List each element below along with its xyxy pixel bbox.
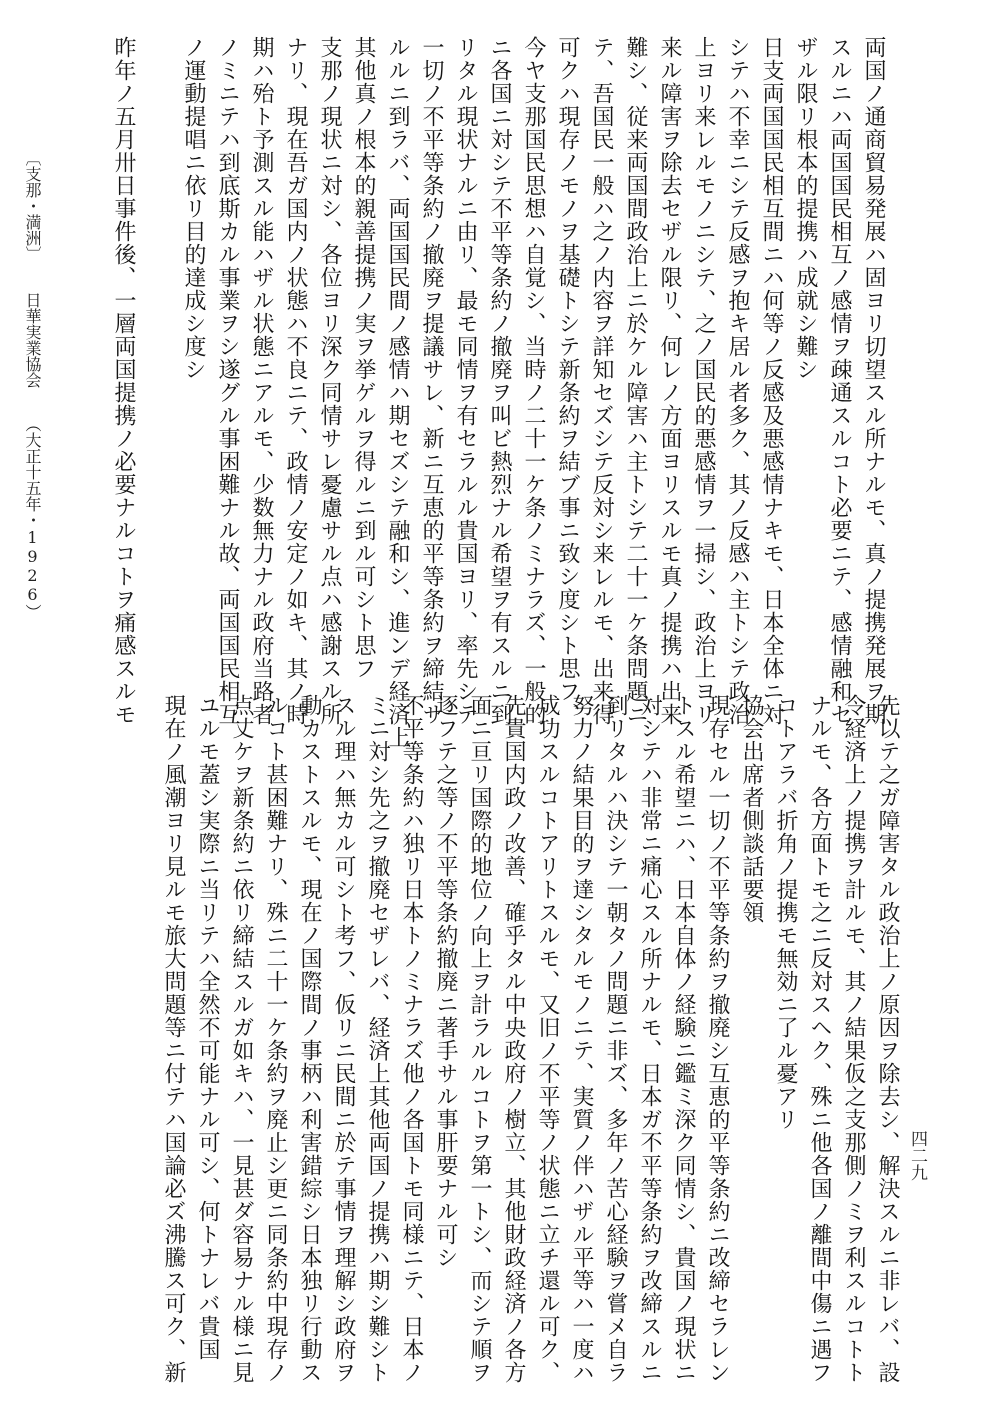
text-column: 先以テ之ガ障害タル政治上ノ原因ヲ除去シ、解決スルニ非レバ、設 <box>875 694 900 1384</box>
text-column: ノミニテハ到底斯カル事業ヲシ遂グル事困難ナル故、両国国民相互 <box>215 36 240 726</box>
text-column: トスル希望ニハ、日本自体ノ経験ニ鑑ミ深ク同情シ、貴国ノ現状ニ <box>671 694 696 1384</box>
text-column: 不平等条約ハ独リ日本トノミナラズ他ノ各国トモ同様ニテ、日本ノ <box>399 694 424 1384</box>
text-column: コトアラバ折角ノ提携モ無効ニ了ル憂アリ <box>773 694 798 1131</box>
text-column: 現在ノ風潮ヨリ見ルモ旅大問題等ニ付テハ国論必ズ沸騰ス可ク、新 <box>161 694 186 1384</box>
running-title-region: 〔支那・満洲〕 <box>23 150 42 262</box>
text-column: リタル現状ナルニ由リ、最モ同情ヲ有セラルル貴国ヨリ、率先シテ <box>453 36 478 726</box>
page-number: 四二九 <box>907 1130 927 1181</box>
text-column: 点丈ケヲ新条約ニ依リ締結スルガ如キハ、一見甚ダ容易ナル様ニ見 <box>229 694 254 1384</box>
text-column: 逐フテ之等ノ不平等条約撤廃ニ著手サル事肝要ナル可シ <box>433 694 458 1269</box>
text-column: 到リタルハ決シテ一朝タノ問題ニ非ズ、多年ノ苦心経験ヲ嘗メ自ラ <box>603 694 628 1384</box>
text-column: 昨年ノ五月卅日事件後、一層両国提携ノ必要ナルコトヲ痛感スルモ <box>111 36 136 726</box>
text-column: 動カストスルモ、現在ノ国際間ノ事柄ハ利害錯綜シ日本独リ行動ス <box>297 694 322 1384</box>
text-column: 其他真ノ根本的親善提携ノ実ヲ挙ゲルヲ得ルニ到ル可シト思フ <box>351 36 376 680</box>
text-column: 上ヨリ来レルモノニシテ、之ノ国民的悪感情ヲ一掃シ、政治上ヨリ <box>691 36 716 726</box>
text-column: 期ハ殆ト予測スル能ハザル状態ニアルモ、少数無力ナル政府当路者 <box>249 36 274 726</box>
text-column: 日支両国国民相互間ニハ何等ノ反感及悪感情ナキモ、日本全体ニ対 <box>759 36 784 726</box>
text-column: ノ運動提唱ニ依リ目的達成シ度シ <box>181 36 206 381</box>
text-column: 両国ノ通商貿易発展ハ固ヨリ切望スル所ナルモ、真ノ提携発展ヲ期 <box>861 36 886 726</box>
text-column: ユルモ蓋シ実際ニ当リテハ全然不可能ナル可シ、何トナレバ貴国 <box>195 694 220 1361</box>
text-column: ミニ対シ先之ヲ撤廃セザレバ、経済上其他両国ノ提携ハ期シ難シト <box>365 694 390 1384</box>
text-column: 一切ノ不平等条約ノ撤廃ヲ提議サレ、新ニ互恵的平等条約ヲ締結サ <box>419 36 444 726</box>
text-column: ニ各国ニ対シテ不平等条約ノ撤廃ヲ叫ビ熱烈ナル希望ヲ有スルニ到 <box>487 36 512 726</box>
text-column: シテハ不幸ニシテ反感ヲ抱キ居ル者多ク、其ノ反感ハ主トシテ政治 <box>725 36 750 726</box>
text-column: 対シテハ非常ニ痛心スル所ナルモ、日本ガ不平等条約ヲ改締スルニ <box>637 694 662 1384</box>
text-column: ザル限リ根本的提携ハ成就シ難シ <box>793 36 818 381</box>
text-column: 成功スルコトアリトスルモ、又旧ノ不平等ノ状態ニ立チ還ル可ク、 <box>535 694 560 1384</box>
text-column: スル理ハ無カル可シト考フ、仮リニ民間ニ於テ事情ヲ理解シ政府ヲ <box>331 694 356 1384</box>
text-column: 先貴国内政ノ改善、確乎タル中央政府ノ樹立、其他財政経済ノ各方 <box>501 694 526 1384</box>
text-column: ナリ、現在吾ガ国内ノ状態ハ不良ニテ、政情ノ安定ノ如キ、其ノ時 <box>283 36 308 726</box>
text-column: ナルモ、各方面トモ之ニ反対スヘク、殊ニ他各国ノ離間中傷ニ遇フ <box>807 694 832 1384</box>
text-column: 可クハ現存ノモノヲ基礎トシテ新条約ヲ結ブ事ニ致シ度シト思フ、 <box>555 36 580 726</box>
text-column: ルルニ到ラバ、両国国民間ノ感情ハ期セズシテ融和シ、進ンデ経済上 <box>385 36 410 749</box>
text-column: ルコト甚困難ナリ、殊ニ二十一ケ条約ヲ廃止シ更ニ同条約中現存ノ <box>263 694 288 1384</box>
text-column: 支那ノ現状ニ対シ、各位ヨリ深ク同情サレ憂慮サル点ハ感謝スル所 <box>317 36 342 726</box>
text-column: 現存セル一切ノ不平等条約ヲ撤廃シ互恵的平等条約ニ改締セラレン <box>705 694 730 1384</box>
text-column: スルニハ両国国民相互ノ感情ヲ疎通スルコト必要ニテ、感情融和セ <box>827 36 852 726</box>
text-column: 来ル障害ヲ除去セザル限リ、何レノ方面ヨリスルモ真ノ提携ハ出来 <box>657 36 682 726</box>
text-column: 令経済上ノ提携ヲ計ルモ、其ノ結果仮之支那側ノミヲ利スルコトト <box>841 694 866 1384</box>
text-column: 努力ノ結果目的ヲ達シタルモノニテ、実質ノ伴ハザル平等ハ一度ハ <box>569 694 594 1384</box>
running-title-era: （大正十五年・1926） <box>23 416 42 620</box>
text-column: 今ヤ支那国民思想ハ自覚シ、当時ノ二十一ケ条ノミナラズ、一般的 <box>521 36 546 726</box>
section-heading: 協会出席者側談話要領 <box>739 694 764 924</box>
text-column: 難シ、従来両国間政治上ニ於ケル障害ハ主トシテ二十一ケ条問題ニ <box>623 36 648 726</box>
text-column: 面ニ亘リ国際的地位ノ向上ヲ計ラルルコトヲ第一トシ、而シテ順ヲ <box>467 694 492 1384</box>
text-column: テ、吾国民一般ハ之ノ内容ヲ詳知セズシテ反対シ来レルモ、出来得 <box>589 36 614 726</box>
running-title-org: 日華実業協会 <box>23 292 42 388</box>
